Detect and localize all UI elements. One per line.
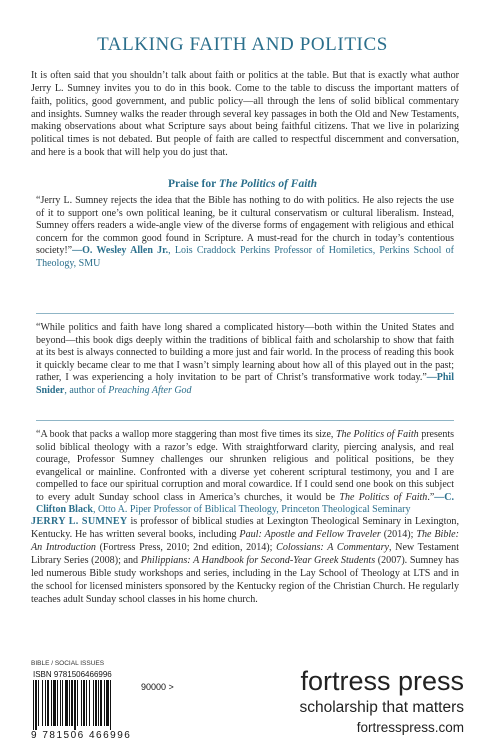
quote-3-text-b: presents solid biblical theology with a razor’s edge. With straightforward clarity, piercing analysis, and real courage, Professor Sumney challenges our shrunken religious and political positions, be they evangelical or mainline. Confronted with a diverse yet coherent scriptural testimony, you and I are compelled to face our spiritual corruption and moral cowardice. If I could send one book on this subject to every adult Sunday school class in America’s churches, it would be [36,429,454,503]
quote-1-affiliation: , Lois Craddock Perkins Professor of Homiletics, Perkins School of Theology, SMU [36,245,454,269]
author-name: JERRY L. SUMNEY [31,516,128,527]
quote-1-author: O. Wesley Allen Jr. [82,245,169,257]
bio-book-1: Paul: Apostle and Fellow Traveler [239,528,381,540]
quote-2-dash: — [426,372,437,384]
barcode-bar [89,680,90,726]
barcode-bar [45,680,46,726]
barcode-digits: 9 781506 466996 [31,730,132,741]
praise-book-title: The Politics of Faith [218,178,317,190]
barcode-bar [53,680,56,726]
barcode-bar [51,680,52,726]
bisac-category: BIBLE / SOCIAL ISSUES [31,660,105,667]
author-bio [31,516,459,607]
publisher-tagline: scholarship that matters [299,699,464,716]
barcode-bar [86,680,87,726]
barcode-bar [104,680,105,726]
barcode-bar [100,680,102,726]
endorsement-quote-1 [36,195,454,270]
barcode-bar [83,680,85,726]
quote-2-affiliation-title: Preaching After God [108,384,192,396]
isbn-barcode-block [31,668,200,744]
barcode-bar [33,680,34,730]
quote-1-attribution [36,245,454,269]
barcode-bar [106,680,109,726]
quote-2-affiliation-prefix: , author of [64,384,109,396]
barcode-bar [71,680,73,726]
barcode-bar [69,680,70,726]
barcode-bar [77,680,78,726]
endorsement-quote-3 [36,429,454,517]
barcode-bar [95,680,97,726]
barcode-bar [35,680,37,730]
quote-3-dash: — [434,491,445,503]
barcode-bars [31,680,136,732]
quote-3-text-a: “A book that packs a wallop more staggering than most five times its size, [36,429,336,440]
publisher-website: fortresspress.com [356,720,464,735]
bio-text-2: (2014); [380,528,417,540]
barcode-bar [62,680,63,726]
barcode-bar [38,680,39,726]
bio-text-1: is professor of biblical studies at Lexington Theological Seminary in Lexington, Kentucky. He has written several books, including [31,516,459,540]
barcode-bar [81,680,82,726]
bio-book-2: The Bible: An Introduction [31,528,460,553]
publisher-name: fortress press [300,666,464,696]
bio-text-5: (2007). Sumney has led numerous Bible study workshops and series, including in the Lay School of Theology at LTS and in the school for licensed ministers sponsored by the Kentucky region of the Christian Church. He regularly teaches adult Sunday school classes in his home church. [31,554,459,605]
barcode-bar [47,680,49,726]
back-cover-heading: TALKING FAITH AND POLITICS [97,34,388,55]
barcode-bar [98,680,99,726]
quote-3-title-b: The Politics of Faith [339,491,428,503]
quote-3-author: C. Clifton Black [36,491,454,516]
bio-text-3: (Fortress Press, 2010; 2nd edition, 2014); [95,541,277,553]
quote-2-author: Phil Snider [36,372,454,396]
quote-3-affiliation: , Otto A. Piper Professor of Biblical Theology, Princeton Theological Seminary [92,504,411,516]
praise-prefix: Praise for [168,178,219,190]
barcode-bar [65,680,68,726]
barcode-bar [74,680,76,730]
bio-book-3: Colossians: A Commentary [276,541,389,553]
barcode-bar [42,680,43,726]
barcode-bar [110,680,111,730]
price-code: 90000 > [141,682,174,692]
quote-1-text: “Jerry L. Sumney rejects the idea that the Bible has nothing to do with politics. He also rejects the use of it to support one’s own political leaning, be it cultural conservatism or cultural liberalism. Instead, Sumney offers readers a wide-angle view of the diverse forms of engagement with religious and ethical concern for the common good found in Scripture. A must-read for the church in today’s contentious society!” [36,195,454,257]
quote-1-dash: — [72,245,83,257]
quote-3-title-a: The Politics of Faith [335,429,419,440]
barcode-bar [60,680,61,726]
endorsement-quote-2 [36,322,454,397]
quote-2-text: “While politics and faith have long shared a complicated history—both within the United States and beyond—this book digs deeply within the traditions of biblical faith and scholarship to show that faith at its best is always connected to building a more just and fair world. In the process of reading this book it quickly became clear to me that I wasn’t simply learning about how all of this played out in the past; rather, I was experiencing a holy invitation to be part of Christ’s transformative work today.” [36,322,454,384]
barcode-bar [93,680,94,726]
quote-divider-1 [36,313,454,314]
bio-text-4: , New Testament Library Series (2008); and [31,541,459,566]
isbn-label: ISBN 9781506466996 [33,670,112,679]
book-description: It is often said that you shouldn’t talk about faith or politics at the table. But that is exactly what author Jerry L. Sumney invites you to do in this book. Come to the table to discuss the important matters of faith, politics, good government, and public policy—all through the lens of solid biblical commentary and insights. Sumney walks the reader through several key passages in both the Old and New Testaments, making observations about what Scripture says about being faithful citizens. That we live in polarizing political times is not debated. But people of faith are called to respectful discernment and conversation, and here is a book that will help you do just that. [31,70,459,159]
barcode-bar [57,680,58,726]
praise-heading [0,178,485,190]
quote-3-text-c: .” [427,491,435,503]
quote-divider-2 [36,420,454,421]
bio-book-4: Philippians: A Handbook for Second-Year Greek Students [140,554,376,566]
